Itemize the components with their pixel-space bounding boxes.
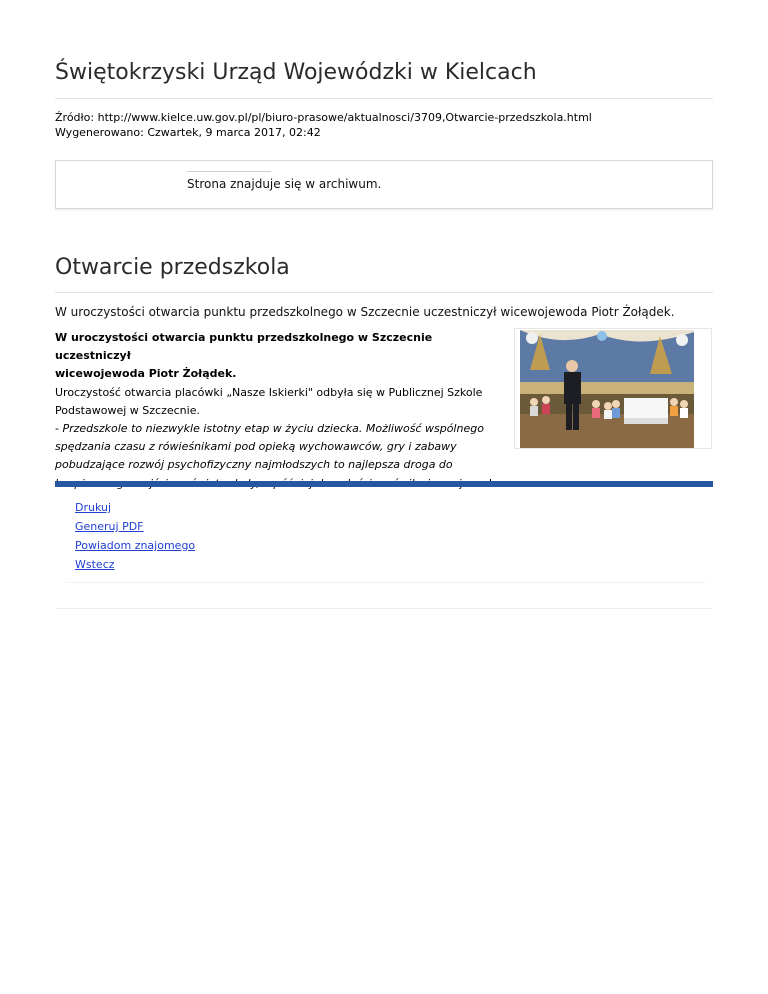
generated-label: Wygenerowano:	[55, 126, 144, 139]
header-divider	[55, 98, 713, 99]
archive-notice-box	[55, 160, 713, 209]
print-link[interactable]: Drukuj	[75, 501, 112, 514]
article-title: Otwarcie przedszkola	[55, 255, 290, 280]
article-tools	[75, 501, 195, 577]
source-line	[55, 110, 592, 125]
generate-pdf-link[interactable]: Generuj PDF	[75, 520, 144, 533]
accent-bar	[55, 481, 713, 487]
article-bold-intro-1: W uroczystości otwarcia punktu przedszkolnego w Szczecnie uczestniczył	[55, 331, 433, 363]
article-quote: - Przedszkole to niezwykle istotny etap w życiu dziecka. Możliwość wspólnego spędzania czasu z rówieśnikami pod opieką wychowawców, gry i zabawy pobudzające rozwój psychofizyczny najmłodszych to najlepsza droga do	[55, 422, 484, 472]
title-divider	[55, 292, 713, 293]
tool-item-notify	[75, 539, 195, 558]
print-meta	[55, 110, 592, 140]
tool-item-back	[75, 558, 195, 577]
footer-divider	[55, 608, 713, 609]
article-body	[55, 329, 507, 493]
tools-divider	[66, 582, 706, 583]
article-lead: W uroczystości otwarcia punktu przedszkolnego w Szczecnie uczestniczył wicewojewoda Piotr Żołądek.	[55, 305, 675, 319]
notify-friend-link[interactable]: Powiadom znajomego	[75, 539, 196, 552]
back-link[interactable]: Wstecz	[75, 558, 115, 571]
article-photo[interactable]	[520, 330, 694, 448]
article-bold-intro-2: wicewojewoda Piotr Żołądek.	[55, 367, 237, 381]
tool-item-pdf	[75, 520, 195, 539]
source-label: Źródło:	[55, 111, 95, 124]
article-photo-frame	[514, 328, 712, 449]
generated-line	[55, 125, 592, 140]
source-url: http://www.kielce.uw.gov.pl/pl/biuro-prasowe/aktualnosci/3709,Otwarcie-przedszkola.html	[97, 111, 592, 124]
archive-notice-divider	[187, 171, 271, 172]
archive-notice-text: Strona znajduje się w archiwum.	[187, 177, 382, 191]
tool-item-print	[75, 501, 195, 520]
generated-date: Czwartek, 9 marca 2017, 02:42	[147, 126, 321, 139]
article-paragraph: Uroczystość otwarcia placówki „Nasze Iskierki" odbyła się w Publicznej Szkole Podstawowej w Szczecnie.	[55, 385, 483, 417]
site-title: Świętokrzyski Urząd Wojewódzki w Kielcach	[55, 60, 537, 85]
